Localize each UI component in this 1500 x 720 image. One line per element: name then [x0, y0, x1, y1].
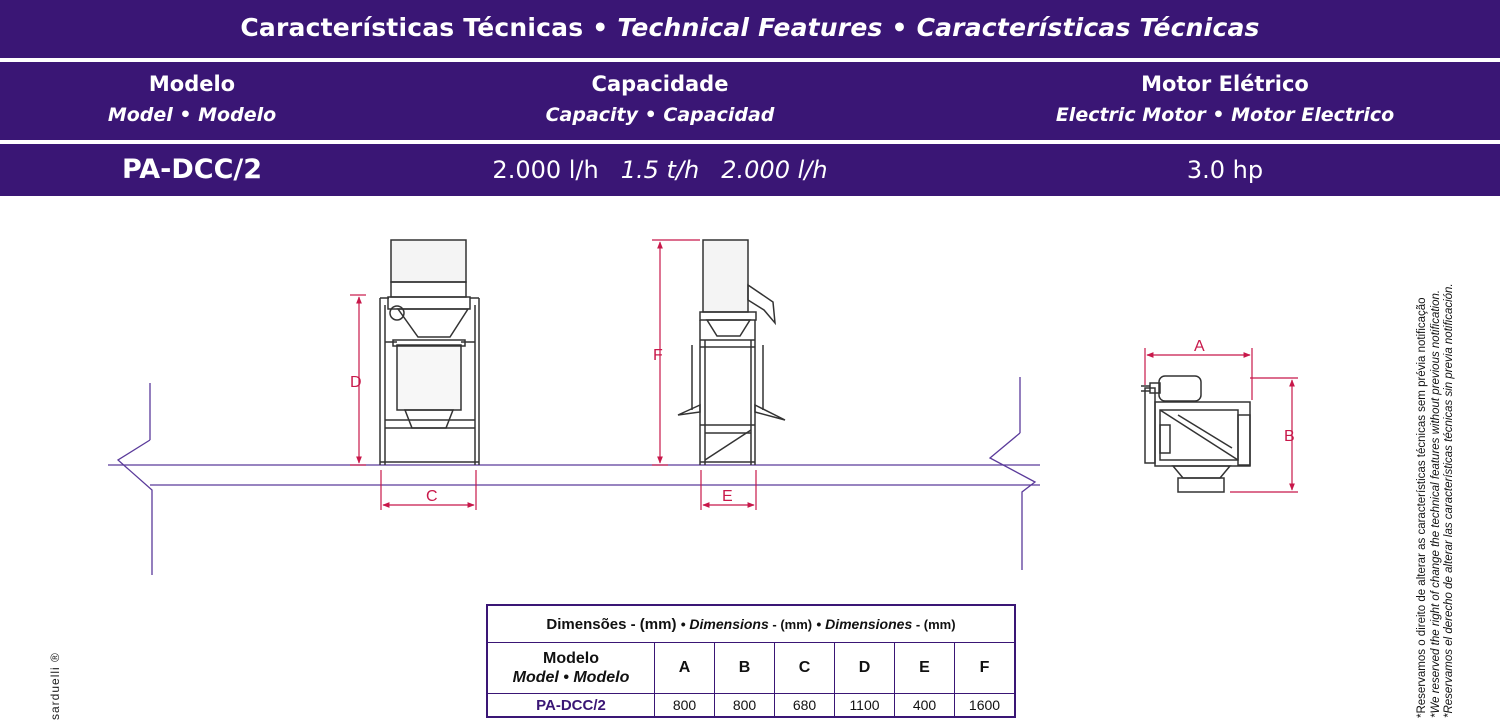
table-cell-model: PA-DCC/2: [487, 694, 655, 718]
table-cell-b: 800: [715, 694, 775, 718]
dimension-label-a: A: [1194, 338, 1205, 355]
title-banner: [0, 0, 1500, 58]
column-header-b: B: [715, 643, 775, 694]
motor-value: 3.0 hp: [1186, 156, 1264, 184]
column-header-c: C: [775, 643, 835, 694]
spec-value-row: [0, 144, 1500, 196]
brand-logo: sarduelli ®: [48, 652, 62, 720]
table-row: [487, 694, 1015, 718]
dimension-label-e: E: [722, 488, 733, 505]
column-header-f: F: [955, 643, 1016, 694]
floor-outline: [108, 377, 1040, 575]
table-cell-e: 400: [895, 694, 955, 718]
dimensions-table: [486, 604, 1016, 718]
capacity-header: Capacidade Capacity • Capacidad: [545, 72, 775, 126]
machine-top-view: [1141, 376, 1250, 492]
technical-drawing: [0, 196, 1500, 616]
page-title: Características Técnicas • Technical Features • Características Técnicas: [240, 13, 1260, 42]
dimension-label-b: B: [1284, 428, 1295, 445]
table-cell-c: 680: [775, 694, 835, 718]
table-cell-f: 1600: [955, 694, 1016, 718]
column-header-e: E: [895, 643, 955, 694]
machine-side-view: [678, 240, 785, 465]
dimension-label-d: D: [350, 374, 362, 391]
dimensions-table-header: Dimensões - (mm) • Dimensions - (mm) • Dimensiones - (mm): [487, 605, 1015, 643]
spec-header-row: [0, 62, 1500, 140]
dimension-label-f: F: [653, 347, 663, 364]
model-column-header: Modelo Model • Modelo: [487, 643, 655, 694]
machine-front-view: [380, 240, 479, 465]
model-value: PA-DCC/2: [121, 154, 263, 185]
disclaimer-notes: *Reservamos o direito de alterar as características técnicas sem prévia notificação *We reserved the right of change the technical features without previous notification. *Reservamos el derecho de alterar las características técnicas sin previa notificación.: [1416, 283, 1455, 718]
motor-header: Motor Elétrico Electric Motor • Motor Electrico: [1055, 72, 1395, 126]
dimension-lines: [350, 240, 1298, 510]
column-header-a: A: [655, 643, 715, 694]
dimension-label-c: C: [426, 488, 438, 505]
model-header: Modelo Model • Modelo: [107, 72, 277, 126]
table-cell-d: 1100: [835, 694, 895, 718]
capacity-value: 2.000 l/h 1.5 t/h 2.000 l/h: [492, 156, 828, 184]
column-header-d: D: [835, 643, 895, 694]
table-cell-a: 800: [655, 694, 715, 718]
